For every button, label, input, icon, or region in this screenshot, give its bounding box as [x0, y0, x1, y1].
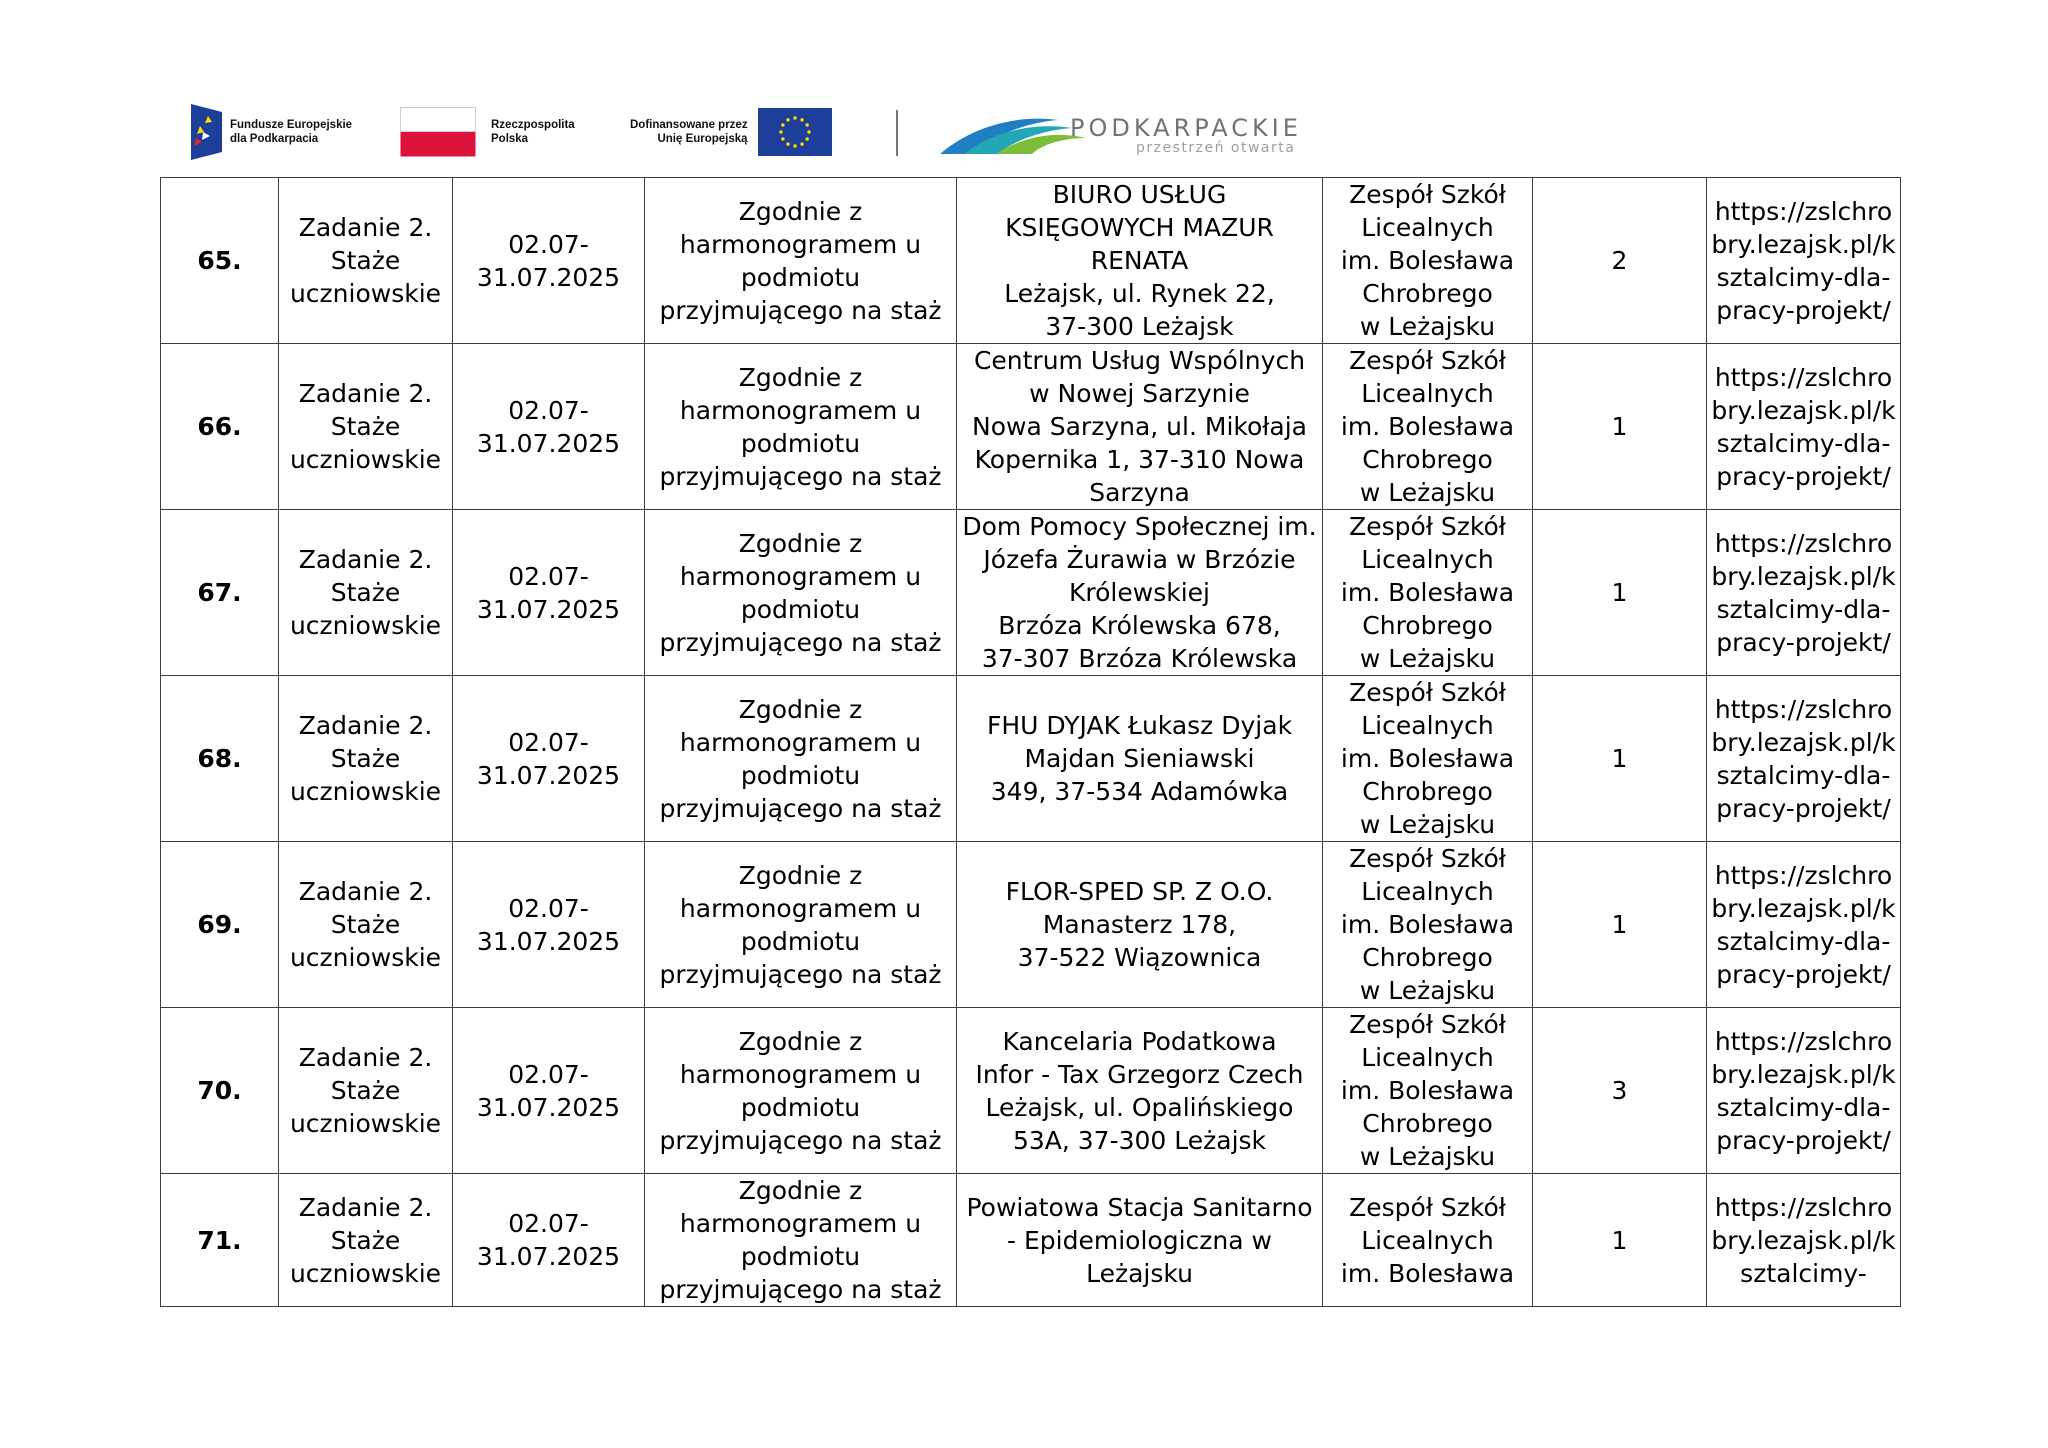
schedule-cell: Zgodnie z harmonogramem u podmiotu przyjmującego na staż — [645, 1008, 957, 1174]
row-number: 68. — [161, 676, 279, 842]
participants-count-cell: 2 — [1533, 178, 1707, 344]
row-number: 69. — [161, 842, 279, 1008]
participants-count-cell: 1 — [1533, 344, 1707, 510]
participants-count-cell: 1 — [1533, 842, 1707, 1008]
eu-cofunded-logo — [630, 100, 832, 164]
school-cell: Zespół Szkół Licealnych im. Bolesława Chrobrego w Leżajsku — [1323, 344, 1533, 510]
eu-flag-icon — [758, 108, 832, 156]
school-cell: Zespół Szkół Licealnych im. Bolesława Chrobrego w Leżajsku — [1323, 1008, 1533, 1174]
date-cell: 02.07- 31.07.2025 — [453, 676, 645, 842]
host-entity-cell: Dom Pomocy Społecznej im. Józefa Żurawia w Brzózie Królewskiej Brzóza Królewska 678, 37-307 Brzóza Królewska — [957, 510, 1323, 676]
podkarpackie-logo — [940, 100, 1302, 164]
eu-star-icon — [786, 118, 789, 121]
row-number: 67. — [161, 510, 279, 676]
pl-logo-text: Rzeczpospolita Polska — [491, 119, 575, 145]
eu-star-icon — [800, 142, 803, 145]
participants-count-cell: 1 — [1533, 1174, 1707, 1307]
eu-star-icon — [793, 144, 796, 147]
task-cell: Zadanie 2. Staże uczniowskie — [279, 676, 453, 842]
table-row — [161, 676, 1901, 842]
project-link-cell[interactable]: https://zslchrobry.lezajsk.pl/ksztalcimy-dla-pracy-projekt/ — [1707, 178, 1901, 344]
row-number: 65. — [161, 178, 279, 344]
school-cell: Zespół Szkół Licealnych im. Bolesława Chrobrego w Leżajsku — [1323, 676, 1533, 842]
logo-separator — [896, 110, 898, 156]
table-row — [161, 178, 1901, 344]
task-cell: Zadanie 2. Staże uczniowskie — [279, 178, 453, 344]
task-cell: Zadanie 2. Staże uczniowskie — [279, 1174, 453, 1307]
task-cell: Zadanie 2. Staże uczniowskie — [279, 1008, 453, 1174]
project-link-cell[interactable]: https://zslchrobry.lezajsk.pl/ksztalcimy-dla-pracy-projekt/ — [1707, 842, 1901, 1008]
participants-count-cell: 1 — [1533, 510, 1707, 676]
participants-count-cell: 3 — [1533, 1008, 1707, 1174]
host-entity-cell: FLOR-SPED SP. Z O.O. Manasterz 178, 37-522 Wiązownica — [957, 842, 1323, 1008]
eu-star-icon — [805, 123, 808, 126]
internship-table — [160, 177, 1901, 1307]
task-cell: Zadanie 2. Staże uczniowskie — [279, 510, 453, 676]
eu-star-icon — [805, 137, 808, 140]
fe-logo-text: Fundusze Europejskie dla Podkarpacia — [230, 119, 353, 145]
row-number: 70. — [161, 1008, 279, 1174]
date-cell: 02.07- 31.07.2025 — [453, 344, 645, 510]
eu-star-icon — [779, 130, 782, 133]
date-cell: 02.07- 31.07.2025 — [453, 842, 645, 1008]
schedule-cell: Zgodnie z harmonogramem u podmiotu przyjmującego na staż — [645, 510, 957, 676]
eu-star-icon — [781, 123, 784, 126]
table-row — [161, 1008, 1901, 1174]
host-entity-cell: Kancelaria Podatkowa Infor - Tax Grzegorz Czech Leżajsk, ul. Opalińskiego 53A, 37-300 Leżajsk — [957, 1008, 1323, 1174]
eu-star-icon — [786, 142, 789, 145]
date-cell: 02.07- 31.07.2025 — [453, 1008, 645, 1174]
schedule-cell: Zgodnie z harmonogramem u podmiotu przyjmującego na staż — [645, 676, 957, 842]
fundusze-europejskie-logo — [188, 100, 352, 164]
project-link-cell[interactable]: https://zslchrobry.lezajsk.pl/ksztalcimy-dla-pracy-projekt/ — [1707, 676, 1901, 842]
school-cell: Zespół Szkół Licealnych im. Bolesława Chrobrego w Leżajsku — [1323, 510, 1533, 676]
date-cell: 02.07- 31.07.2025 — [453, 1174, 645, 1307]
schedule-cell: Zgodnie z harmonogramem u podmiotu przyjmującego na staż — [645, 842, 957, 1008]
schedule-cell: Zgodnie z harmonogramem u podmiotu przyjmującego na staż — [645, 1174, 957, 1307]
schedule-cell: Zgodnie z harmonogramem u podmiotu przyjmującego na staż — [645, 344, 957, 510]
podkarpackie-tagline: przestrzeń otwarta — [1136, 140, 1296, 156]
date-cell: 02.07- 31.07.2025 — [453, 178, 645, 344]
podkarpackie-hills-icon — [940, 108, 1090, 158]
participants-count-cell: 1 — [1533, 676, 1707, 842]
row-number: 66. — [161, 344, 279, 510]
eu-star-icon — [781, 137, 784, 140]
podkarpackie-name: PODKARPACKIE — [1070, 114, 1302, 142]
task-cell: Zadanie 2. Staże uczniowskie — [279, 344, 453, 510]
polish-flag-icon — [400, 107, 476, 157]
project-link-cell[interactable]: https://zslchrobry.lezajsk.pl/ksztalcimy- — [1707, 1174, 1901, 1307]
host-entity-cell: Powiatowa Stacja Sanitarno - Epidemiologiczna w Leżajsku — [957, 1174, 1323, 1307]
rzeczpospolita-logo — [400, 100, 575, 164]
eu-star-icon — [800, 118, 803, 121]
host-entity-cell: FHU DYJAK Łukasz Dyjak Majdan Sieniawski 349, 37-534 Adamówka — [957, 676, 1323, 842]
project-link-cell[interactable]: https://zslchrobry.lezajsk.pl/ksztalcimy-dla-pracy-projekt/ — [1707, 1008, 1901, 1174]
school-cell: Zespół Szkół Licealnych im. Bolesława — [1323, 1174, 1533, 1307]
task-cell: Zadanie 2. Staże uczniowskie — [279, 842, 453, 1008]
host-entity-cell: Centrum Usług Wspólnych w Nowej Sarzynie Nowa Sarzyna, ul. Mikołaja Kopernika 1, 37-310 Nowa Sarzyna — [957, 344, 1323, 510]
school-cell: Zespół Szkół Licealnych im. Bolesława Chrobrego w Leżajsku — [1323, 178, 1533, 344]
date-cell: 02.07- 31.07.2025 — [453, 510, 645, 676]
fe-flag-icon — [188, 102, 224, 162]
table-row — [161, 510, 1901, 676]
logo-bar — [188, 100, 1368, 164]
eu-star-icon — [807, 130, 810, 133]
school-cell: Zespół Szkół Licealnych im. Bolesława Chrobrego w Leżajsku — [1323, 842, 1533, 1008]
table-row — [161, 842, 1901, 1008]
project-link-cell[interactable]: https://zslchrobry.lezajsk.pl/ksztalcimy-dla-pracy-projekt/ — [1707, 510, 1901, 676]
eu-star-icon — [793, 116, 796, 119]
schedule-cell: Zgodnie z harmonogramem u podmiotu przyjmującego na staż — [645, 178, 957, 344]
row-number: 71. — [161, 1174, 279, 1307]
table-row — [161, 1174, 1901, 1307]
table-row — [161, 344, 1901, 510]
project-link-cell[interactable]: https://zslchrobry.lezajsk.pl/ksztalcimy-dla-pracy-projekt/ — [1707, 344, 1901, 510]
eu-logo-text: Dofinansowane przez Unię Europejską — [630, 119, 748, 145]
host-entity-cell: BIURO USŁUG KSIĘGOWYCH MAZUR RENATA Leżajsk, ul. Rynek 22, 37-300 Leżajsk — [957, 178, 1323, 344]
